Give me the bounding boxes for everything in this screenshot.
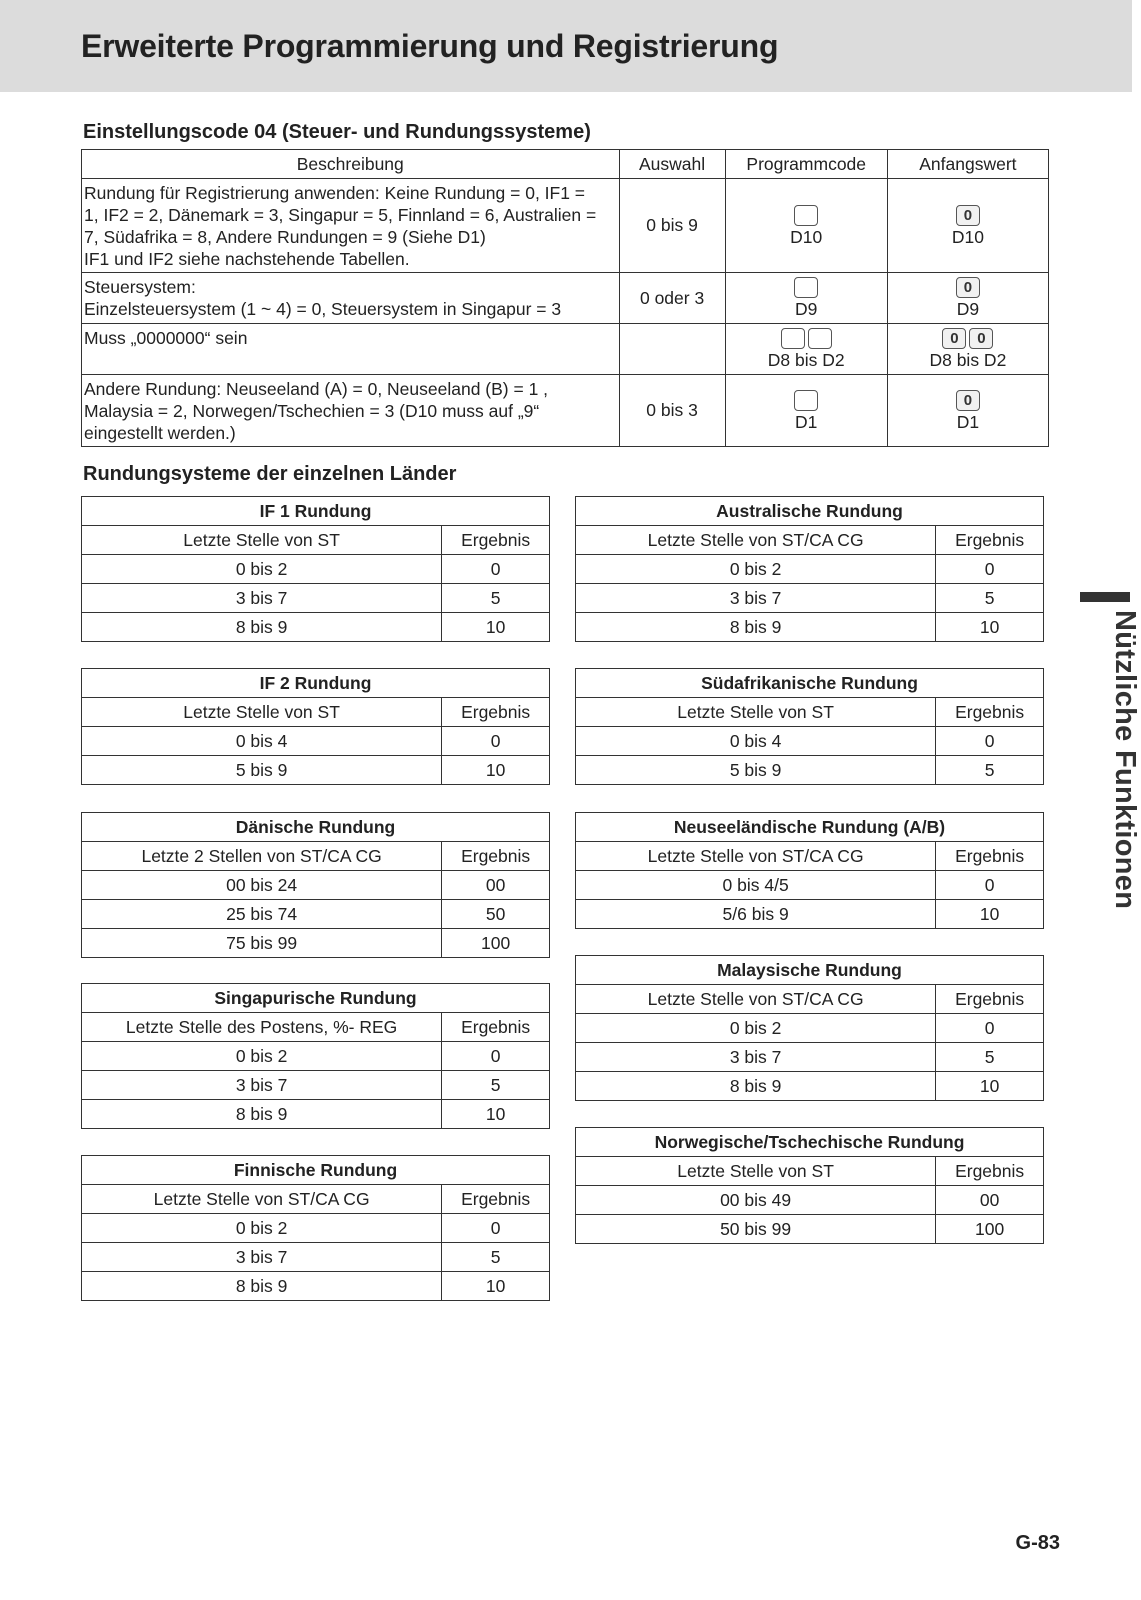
range-cell: 3 bis 7 <box>82 584 442 613</box>
column-header: Letzte Stelle von ST <box>576 698 936 727</box>
side-tab-label: Nützliche Funktionen <box>1109 610 1141 910</box>
table-row <box>576 613 1044 642</box>
initial-digit-box: 0 <box>969 328 993 349</box>
rounding-table-south-africa <box>575 668 1044 785</box>
rounding-table-new-zealand <box>575 812 1044 929</box>
column-header: Letzte Stelle des Postens, %- REG <box>82 1013 442 1042</box>
range-cell: 00 bis 24 <box>82 871 442 900</box>
table-row <box>576 1215 1044 1244</box>
description-line: 7, Südafrika = 8, Andere Rundungen = 9 (Siehe D1) <box>84 227 486 247</box>
initial-value-cell <box>887 179 1048 273</box>
side-tab-marker <box>1080 592 1130 602</box>
column-header: Beschreibung <box>82 150 620 179</box>
description-line: Rundung für Registrierung anwenden: Keine Rundung = 0, IF1 = <box>84 183 586 203</box>
program-code-cell <box>725 179 887 273</box>
description-cell <box>82 375 620 447</box>
range-cell: 00 bis 49 <box>576 1186 936 1215</box>
result-cell: 0 <box>936 555 1044 584</box>
digit-entry-box <box>808 328 832 349</box>
range-cell: 0 bis 2 <box>82 555 442 584</box>
rounding-table-title: IF 1 Rundung <box>82 497 550 526</box>
result-cell: 0 <box>442 1214 550 1243</box>
table-row <box>576 584 1044 613</box>
description-cell <box>82 179 620 273</box>
column-header: Ergebnis <box>442 698 550 727</box>
range-cell: 3 bis 7 <box>576 1043 936 1072</box>
table-row <box>576 1072 1044 1101</box>
table-row <box>82 929 550 958</box>
initial-value-cell <box>887 324 1048 375</box>
initial-digit-box: 0 <box>942 328 966 349</box>
column-header: Letzte Stelle von ST/CA CG <box>576 985 936 1014</box>
rounding-section-title: Rundungsysteme der einzelnen Länder <box>83 463 457 485</box>
column-header: Letzte Stelle von ST <box>576 1157 936 1186</box>
result-cell: 5 <box>936 584 1044 613</box>
result-cell: 5 <box>936 756 1044 785</box>
range-cell: 0 bis 2 <box>82 1214 442 1243</box>
result-cell: 100 <box>936 1215 1044 1244</box>
rounding-table-title: Dänische Rundung <box>82 813 550 842</box>
range-cell: 5 bis 9 <box>576 756 936 785</box>
table-row <box>576 727 1044 756</box>
header-band <box>0 0 1132 92</box>
description-cell <box>82 273 620 324</box>
table-row <box>576 555 1044 584</box>
program-code-cell <box>725 273 887 324</box>
table-row <box>82 900 550 929</box>
rounding-table-title: Malaysische Rundung <box>576 956 1044 985</box>
column-header: Ergebnis <box>936 985 1044 1014</box>
result-cell: 10 <box>936 613 1044 642</box>
column-header: Letzte Stelle von ST <box>82 526 442 555</box>
column-header: Programmcode <box>725 150 887 179</box>
column-header: Auswahl <box>619 150 725 179</box>
initial-digit-box: 0 <box>956 277 980 298</box>
description-line: Muss „0000000“ sein <box>84 328 248 348</box>
table-row <box>82 584 550 613</box>
column-header: Anfangswert <box>887 150 1048 179</box>
settings-header-row <box>82 150 1049 179</box>
rounding-table-title: Neuseeländische Rundung (A/B) <box>576 813 1044 842</box>
range-cell: 5 bis 9 <box>82 756 442 785</box>
description-cell <box>82 324 620 375</box>
result-cell: 0 <box>936 871 1044 900</box>
result-cell: 10 <box>442 1100 550 1129</box>
column-header: Ergebnis <box>442 526 550 555</box>
table-row <box>576 1186 1044 1215</box>
result-cell: 0 <box>936 1014 1044 1043</box>
table-row <box>82 1214 550 1243</box>
range-cell: 75 bis 99 <box>82 929 442 958</box>
result-cell: 50 <box>442 900 550 929</box>
description-line: Malaysia = 2, Norwegen/Tschechien = 3 (D10 muss auf „9“ <box>84 401 540 421</box>
table-row <box>82 1272 550 1301</box>
result-cell: 00 <box>442 871 550 900</box>
rounding-table-title: Finnische Rundung <box>82 1156 550 1185</box>
table-row <box>82 1042 550 1071</box>
range-cell: 8 bis 9 <box>576 1072 936 1101</box>
rounding-table-australia <box>575 496 1044 642</box>
rounding-table-if1 <box>81 496 550 642</box>
result-cell: 10 <box>936 1072 1044 1101</box>
settings-row <box>82 375 1049 447</box>
range-cell: 8 bis 9 <box>82 1272 442 1301</box>
column-header: Letzte Stelle von ST/CA CG <box>576 526 936 555</box>
rounding-table-finland <box>81 1155 550 1301</box>
result-cell: 5 <box>442 584 550 613</box>
range-cell: 3 bis 7 <box>82 1071 442 1100</box>
page-number: G-83 <box>1015 1532 1060 1554</box>
result-cell: 0 <box>936 727 1044 756</box>
selection-cell <box>619 324 725 375</box>
result-cell: 0 <box>442 1042 550 1071</box>
description-line: Andere Rundung: Neuseeland (A) = 0, Neuseeland (B) = 1 , <box>84 379 549 399</box>
rounding-table-title: Südafrikanische Rundung <box>576 669 1044 698</box>
digit-position-label: D10 <box>790 226 823 247</box>
range-cell: 0 bis 2 <box>576 555 936 584</box>
column-header: Letzte Stelle von ST/CA CG <box>82 1185 442 1214</box>
column-header: Letzte Stelle von ST/CA CG <box>576 842 936 871</box>
table-row <box>576 1014 1044 1043</box>
description-line: Einzelsteuersystem (1 ~ 4) = 0, Steuersystem in Singapur = 3 <box>84 299 562 319</box>
range-cell: 3 bis 7 <box>576 584 936 613</box>
range-cell: 0 bis 2 <box>576 1014 936 1043</box>
rounding-table-title: Singapurische Rundung <box>82 984 550 1013</box>
selection-cell: 0 bis 3 <box>619 375 725 447</box>
table-row <box>576 1043 1044 1072</box>
settings-row <box>82 273 1049 324</box>
initial-digit-box: 0 <box>956 205 980 226</box>
rounding-table-title: Norwegische/Tschechische Rundung <box>576 1128 1044 1157</box>
range-cell: 0 bis 4 <box>82 727 442 756</box>
initial-value-cell <box>887 273 1048 324</box>
rounding-table-title: Australische Rundung <box>576 497 1044 526</box>
result-cell: 0 <box>442 727 550 756</box>
rounding-table-denmark <box>81 812 550 958</box>
range-cell: 5/6 bis 9 <box>576 900 936 929</box>
range-cell: 50 bis 99 <box>576 1215 936 1244</box>
result-cell: 5 <box>442 1071 550 1100</box>
column-header: Ergebnis <box>936 698 1044 727</box>
column-header: Ergebnis <box>442 1013 550 1042</box>
digit-position-label: D8 bis D2 <box>767 350 845 370</box>
description-line: IF1 und IF2 siehe nachstehende Tabellen. <box>84 249 410 269</box>
table-row <box>82 756 550 785</box>
digit-position-label: D1 <box>795 411 818 432</box>
rounding-table-title: IF 2 Rundung <box>82 669 550 698</box>
initial-digit-box: 0 <box>956 390 980 411</box>
digit-position-label: D1 <box>956 411 980 432</box>
result-cell: 100 <box>442 929 550 958</box>
rounding-table-norway-czech <box>575 1127 1044 1244</box>
digit-entry-box <box>794 277 818 298</box>
digit-entry-box <box>781 328 805 349</box>
column-header: Ergebnis <box>936 1157 1044 1186</box>
selection-cell: 0 oder 3 <box>619 273 725 324</box>
digit-position-label: D8 bis D2 <box>929 350 1007 370</box>
result-cell: 10 <box>442 613 550 642</box>
result-cell: 10 <box>442 1272 550 1301</box>
description-line: eingestellt werden.) <box>84 423 236 443</box>
result-cell: 00 <box>936 1186 1044 1215</box>
digit-position-label: D9 <box>956 299 980 319</box>
column-header: Ergebnis <box>936 842 1044 871</box>
digit-position-label: D9 <box>795 299 818 319</box>
program-code-cell <box>725 375 887 447</box>
result-cell: 5 <box>442 1243 550 1272</box>
digit-position-label: D10 <box>951 226 984 247</box>
rounding-table-if2 <box>81 668 550 785</box>
table-row <box>576 871 1044 900</box>
table-row <box>576 900 1044 929</box>
table-row <box>82 1071 550 1100</box>
page-title: Erweiterte Programmierung und Registrierung <box>81 28 779 64</box>
table-row <box>82 1243 550 1272</box>
rounding-table-singapore <box>81 983 550 1129</box>
selection-cell: 0 bis 9 <box>619 179 725 273</box>
table-row <box>82 1100 550 1129</box>
table-row <box>82 727 550 756</box>
initial-value-cell <box>887 375 1048 447</box>
description-line: Steuersystem: <box>84 277 196 297</box>
digit-entry-box <box>794 390 818 411</box>
column-header: Letzte Stelle von ST <box>82 698 442 727</box>
column-header: Ergebnis <box>936 526 1044 555</box>
column-header: Ergebnis <box>442 842 550 871</box>
table-row <box>576 756 1044 785</box>
table-row <box>82 871 550 900</box>
result-cell: 10 <box>442 756 550 785</box>
column-header: Letzte 2 Stellen von ST/CA CG <box>82 842 442 871</box>
settings-table <box>81 149 1049 447</box>
range-cell: 0 bis 2 <box>82 1042 442 1071</box>
range-cell: 8 bis 9 <box>82 613 442 642</box>
range-cell: 8 bis 9 <box>82 1100 442 1129</box>
result-cell: 5 <box>936 1043 1044 1072</box>
table-row <box>82 555 550 584</box>
range-cell: 0 bis 4 <box>576 727 936 756</box>
column-header: Ergebnis <box>442 1185 550 1214</box>
settings-section-title: Einstellungscode 04 (Steuer- und Rundungssysteme) <box>83 121 591 143</box>
result-cell: 0 <box>442 555 550 584</box>
range-cell: 8 bis 9 <box>576 613 936 642</box>
digit-entry-box <box>794 205 818 226</box>
settings-row <box>82 324 1049 375</box>
description-line: 1, IF2 = 2, Dänemark = 3, Singapur = 5, Finnland = 6, Australien = <box>84 205 597 225</box>
rounding-table-malaysia <box>575 955 1044 1101</box>
range-cell: 25 bis 74 <box>82 900 442 929</box>
program-code-cell <box>725 324 887 375</box>
result-cell: 10 <box>936 900 1044 929</box>
range-cell: 3 bis 7 <box>82 1243 442 1272</box>
table-row <box>82 613 550 642</box>
settings-row <box>82 179 1049 273</box>
range-cell: 0 bis 4/5 <box>576 871 936 900</box>
